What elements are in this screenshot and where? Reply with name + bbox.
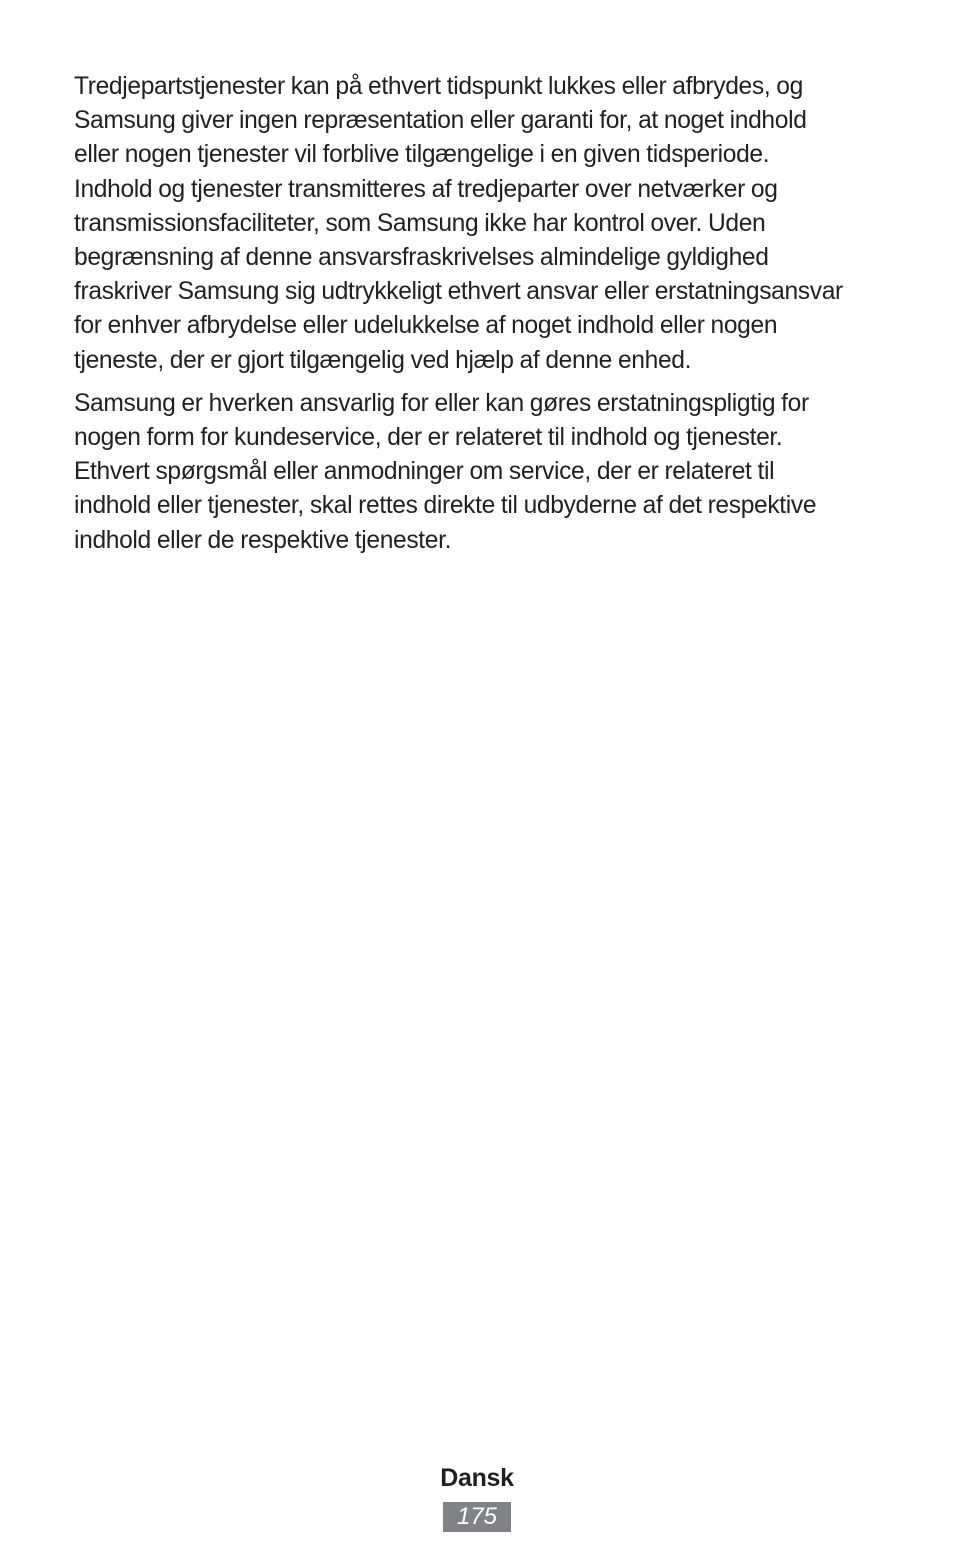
text-line: Indhold og tjenester transmitteres af tredjeparter over netværker og [74, 175, 778, 203]
language-label: Dansk [440, 1464, 514, 1492]
text-line: indhold eller de respektive tjenester. [74, 526, 452, 554]
text-line: begrænsning af denne ansvarsfraskrivelses almindelige gyldighed [74, 244, 769, 272]
document-body [74, 70, 894, 558]
text-line: tjeneste, der er gjort tilgængelig ved hjælp af denne enhed. [74, 346, 692, 374]
page-footer [0, 1462, 954, 1532]
text-line: transmissionsfaciliteter, som Samsung ikke har kontrol over. Uden [74, 209, 766, 237]
text-line: indhold eller tjenester, skal rettes direkte til udbyderne af det respektive [74, 492, 817, 520]
text-line: for enhver afbrydelse eller udelukkelse af noget indhold eller nogen [74, 312, 778, 340]
text-line: Samsung giver ingen repræsentation eller garanti for, at noget indhold [74, 107, 807, 135]
page-number-badge: 175 [443, 1502, 511, 1532]
text-line: Samsung er hverken ansvarlig for eller kan gøres erstatningspligtig for [74, 389, 809, 417]
text-line: Ethvert spørgsmål eller anmodninger om service, der er relateret til [74, 458, 775, 486]
paragraph-third-party-services [74, 70, 894, 378]
text-line: eller nogen tjenester vil forblive tilgængelige i en given tidsperiode. [74, 141, 770, 169]
text-line: nogen form for kundeservice, der er relateret til indhold og tjenester. [74, 424, 783, 452]
text-line: Tredjepartstjenester kan på ethvert tidspunkt lukkes eller afbrydes, og [74, 73, 803, 100]
paragraph-customer-service [74, 387, 894, 558]
text-line: fraskriver Samsung sig udtrykkeligt ethvert ansvar eller erstatningsansvar [74, 278, 843, 306]
